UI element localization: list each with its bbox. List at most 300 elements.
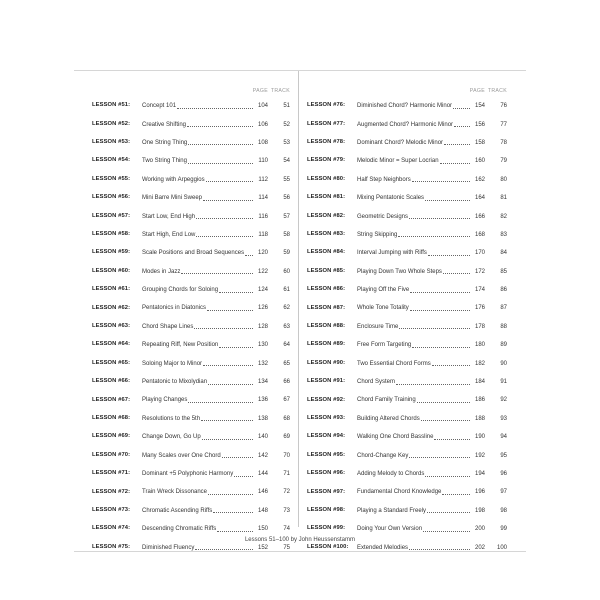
page-number: 162 — [474, 176, 485, 183]
leader-dots — [409, 549, 470, 550]
leader-dots — [440, 163, 470, 164]
lesson-title: Diminished Chord? Harmonic Minor — [357, 103, 453, 110]
lesson-number: LESSON #89: — [307, 341, 346, 348]
page-number: 186 — [474, 397, 485, 404]
page-number: 150 — [257, 526, 268, 533]
lesson-row — [307, 428, 507, 446]
page-number: 108 — [257, 139, 268, 146]
track-number: 52 — [283, 121, 290, 128]
page-number: 134 — [257, 379, 268, 386]
page-number: 200 — [474, 526, 485, 533]
page-number: 196 — [474, 489, 485, 496]
track-number: 65 — [283, 360, 290, 367]
leader-dots — [194, 328, 253, 329]
lesson-row — [92, 483, 290, 501]
page-number: 198 — [474, 507, 485, 514]
track-number: 72 — [283, 489, 290, 496]
page-number: 194 — [474, 471, 485, 477]
page-number: 144 — [257, 471, 268, 477]
lesson-number: LESSON #56: — [92, 194, 131, 201]
track-number: 97 — [500, 489, 507, 496]
lesson-number: LESSON #86: — [307, 286, 346, 293]
page-number: 180 — [474, 342, 485, 349]
track-number: 70 — [283, 452, 290, 459]
track-number: 81 — [500, 195, 507, 202]
leader-dots — [444, 144, 470, 145]
lesson-title: Whole Tone Totality — [357, 305, 409, 312]
lesson-title: Dominant Chord? Melodic Minor — [357, 139, 444, 146]
lesson-title: Repeating Riff, New Position — [142, 342, 219, 349]
lesson-row — [307, 391, 507, 409]
page-number: 158 — [474, 139, 485, 146]
track-number: 76 — [500, 103, 507, 110]
lesson-title: Concept 101 — [142, 103, 177, 110]
lesson-number: LESSON #93: — [307, 414, 346, 421]
page-number: 114 — [258, 195, 268, 202]
page-number: 178 — [474, 323, 485, 330]
left-column — [92, 86, 290, 557]
page-number: 132 — [257, 360, 268, 367]
track-number: 60 — [283, 268, 290, 275]
leader-dots — [425, 476, 470, 477]
lesson-row — [307, 354, 507, 372]
lesson-number: LESSON #71: — [92, 470, 131, 477]
leader-dots — [417, 402, 470, 403]
lesson-title: Resolutions to the 5th — [142, 415, 201, 422]
lesson-number: LESSON #81: — [307, 194, 346, 201]
leader-dots — [219, 347, 253, 348]
lesson-row — [307, 207, 507, 225]
lesson-number: LESSON #98: — [307, 506, 346, 513]
lesson-number: LESSON #78: — [307, 139, 346, 146]
page-number: 172 — [474, 268, 485, 275]
leader-dots — [196, 218, 253, 219]
leader-dots — [453, 108, 470, 109]
lesson-number: LESSON #99: — [307, 525, 346, 532]
page-number: 152 — [257, 544, 268, 551]
lesson-title: Playing a Standard Freely — [357, 507, 427, 514]
lesson-number: LESSON #51: — [92, 102, 131, 109]
track-number: 82 — [500, 213, 507, 220]
track-number: 79 — [500, 158, 507, 165]
lesson-number: LESSON #53: — [92, 139, 131, 146]
lesson-number: LESSON #57: — [92, 212, 131, 219]
leader-dots — [188, 402, 253, 403]
lesson-row — [92, 465, 290, 483]
lesson-row — [307, 171, 507, 189]
page-number: 166 — [474, 213, 485, 220]
lesson-title: Mini Barre Mini Sweep — [142, 195, 203, 202]
track-number: 58 — [283, 231, 290, 238]
lesson-number: LESSON #96: — [307, 470, 346, 477]
lesson-number: LESSON #79: — [307, 157, 346, 164]
track-number: 62 — [283, 305, 290, 312]
lesson-row — [92, 207, 290, 225]
lesson-title: Enclosure Time — [357, 323, 399, 330]
leader-dots — [396, 384, 470, 385]
lesson-number: LESSON #82: — [307, 212, 346, 219]
page-number: 168 — [474, 231, 485, 238]
leader-dots — [203, 200, 253, 201]
lesson-title: Playing Changes — [142, 397, 188, 404]
lesson-row — [92, 336, 290, 354]
leader-dots — [454, 126, 470, 127]
lesson-number: LESSON #70: — [92, 451, 131, 458]
column-divider — [298, 71, 299, 527]
lesson-row — [307, 502, 507, 520]
lesson-row — [307, 263, 507, 281]
lesson-row — [92, 520, 290, 538]
lesson-title: Pentatonics in Diatonics — [142, 305, 207, 312]
track-number: 96 — [500, 471, 507, 477]
page-number: 164 — [474, 195, 485, 202]
right-column — [307, 86, 507, 557]
track-number: 85 — [500, 268, 507, 275]
page-number: 136 — [257, 397, 268, 404]
lesson-number: LESSON #67: — [92, 396, 131, 403]
lesson-row — [92, 410, 290, 428]
lesson-row — [307, 115, 507, 133]
leader-dots — [425, 200, 470, 201]
page-number: 160 — [474, 158, 485, 165]
track-number: 55 — [283, 176, 290, 183]
lesson-title: Melodic Minor = Super Locrian — [357, 158, 439, 165]
leader-dots — [399, 328, 470, 329]
track-number: 63 — [283, 323, 290, 330]
lesson-number: LESSON #84: — [307, 249, 346, 256]
track-number: 98 — [500, 507, 507, 514]
lesson-number: LESSON #95: — [307, 451, 346, 458]
lesson-number: LESSON #65: — [92, 359, 131, 366]
page-number: 182 — [474, 360, 485, 367]
column-header — [307, 86, 507, 97]
leader-dots — [428, 255, 470, 256]
page-number: 170 — [474, 250, 485, 257]
track-number: 59 — [283, 250, 290, 257]
leader-dots — [203, 365, 253, 366]
lesson-title: String Skipping — [357, 231, 398, 238]
lesson-number: LESSON #63: — [92, 322, 131, 329]
lesson-number: LESSON #92: — [307, 396, 346, 403]
leader-dots — [245, 255, 253, 256]
lesson-row — [307, 226, 507, 244]
lesson-row — [92, 373, 290, 391]
lesson-title: Chord Family Training — [357, 397, 416, 404]
lesson-title: Pentatonic to Mixolydian — [142, 379, 208, 386]
page-number: 192 — [474, 452, 485, 459]
lesson-title: Two String Thing — [142, 158, 187, 165]
track-number: 100 — [496, 544, 507, 551]
lesson-row — [307, 410, 507, 428]
track-number: 78 — [500, 139, 507, 146]
track-number: 61 — [283, 287, 290, 294]
lesson-title: Playing Off the Five — [357, 287, 410, 294]
lesson-row — [92, 134, 290, 152]
lesson-title: Doing Your Own Version — [357, 526, 423, 533]
page-number: 188 — [474, 415, 485, 422]
lesson-title: Creative Shifting — [142, 121, 187, 128]
lesson-title: Diminished Fluency — [142, 544, 195, 551]
lesson-number: LESSON #69: — [92, 433, 131, 440]
lesson-row — [307, 336, 507, 354]
lesson-row — [307, 318, 507, 336]
lesson-number: LESSON #83: — [307, 231, 346, 238]
page-number: 140 — [257, 434, 268, 441]
leader-dots — [222, 457, 253, 458]
track-number: 83 — [500, 231, 507, 238]
lesson-row — [307, 281, 507, 299]
lesson-row — [92, 171, 290, 189]
lesson-row — [92, 299, 290, 317]
lesson-title: Working with Arpeggios — [142, 176, 205, 183]
lesson-title: Chord-Change Key — [357, 452, 409, 459]
lesson-number: LESSON #87: — [307, 304, 346, 311]
lesson-number: LESSON #94: — [307, 433, 346, 440]
track-number: 91 — [500, 379, 507, 386]
leader-dots — [195, 549, 253, 550]
leader-dots — [208, 384, 253, 385]
lesson-title: Fundamental Chord Knowledge — [357, 489, 442, 496]
page-number: 126 — [257, 305, 268, 312]
lesson-title: Train Wreck Dissonance — [142, 489, 208, 496]
lesson-title: Descending Chromatic Riffs — [142, 526, 217, 533]
page-number: 122 — [257, 268, 268, 275]
lesson-number: LESSON #59: — [92, 249, 131, 256]
lesson-number: LESSON #88: — [307, 322, 346, 329]
column-header — [92, 86, 290, 97]
track-number: 80 — [500, 176, 507, 183]
leader-dots — [234, 476, 253, 477]
lesson-row — [307, 134, 507, 152]
lesson-row — [92, 281, 290, 299]
lesson-number: LESSON #55: — [92, 175, 131, 182]
track-number: 53 — [283, 139, 290, 146]
lesson-number: LESSON #97: — [307, 488, 346, 495]
page-number: 190 — [474, 434, 485, 441]
leader-dots — [219, 292, 253, 293]
lesson-number: LESSON #74: — [92, 525, 131, 532]
page-number: 130 — [257, 342, 268, 349]
lesson-number: LESSON #76: — [307, 102, 346, 109]
lesson-row — [307, 465, 507, 483]
page-number: 148 — [257, 507, 268, 514]
page-number: 128 — [257, 323, 268, 330]
lesson-number: LESSON #77: — [307, 120, 346, 127]
track-number: 92 — [500, 397, 507, 404]
track-header: TRACK — [487, 88, 507, 94]
track-number: 95 — [500, 452, 507, 459]
lesson-number: LESSON #73: — [92, 506, 131, 513]
lesson-number: LESSON #52: — [92, 120, 131, 127]
lesson-row — [92, 97, 290, 115]
lesson-number: LESSON #75: — [92, 543, 131, 550]
lesson-title: Half Step Neighbors — [357, 176, 411, 183]
lesson-row — [92, 244, 290, 262]
track-number: 69 — [283, 434, 290, 441]
leader-dots — [196, 236, 253, 237]
lesson-row — [92, 318, 290, 336]
track-number: 68 — [283, 415, 290, 422]
lesson-list — [92, 97, 290, 557]
track-number: 84 — [500, 250, 507, 257]
lesson-title: Building Altered Chords — [357, 415, 420, 422]
leader-dots — [434, 439, 470, 440]
leader-dots — [206, 181, 253, 182]
leader-dots — [201, 420, 253, 421]
lesson-row — [92, 354, 290, 372]
leader-dots — [412, 347, 470, 348]
lesson-title: Dominant +5 Polyphonic Harmony — [142, 471, 234, 477]
leader-dots — [412, 181, 470, 182]
page-number: 116 — [258, 213, 268, 220]
lesson-row — [92, 502, 290, 520]
leader-dots — [432, 365, 470, 366]
page-number: 138 — [257, 415, 268, 422]
leader-dots — [398, 236, 470, 237]
lesson-number: LESSON #91: — [307, 378, 346, 385]
track-number: 90 — [500, 360, 507, 367]
lesson-row — [307, 97, 507, 115]
track-number: 73 — [283, 507, 290, 514]
leader-dots — [427, 512, 470, 513]
page-header: PAGE — [252, 88, 268, 94]
track-number: 77 — [500, 121, 507, 128]
leader-dots — [177, 108, 253, 109]
lesson-row — [92, 115, 290, 133]
lesson-title: Chord Shape Lines — [142, 323, 194, 330]
page-number: 154 — [474, 103, 485, 110]
track-number: 54 — [283, 158, 290, 165]
lesson-number: LESSON #85: — [307, 267, 346, 274]
lesson-row — [92, 226, 290, 244]
track-number: 51 — [283, 103, 290, 110]
lesson-title: Scale Positions and Broad Sequences — [142, 250, 245, 257]
leader-dots — [421, 420, 470, 421]
track-number: 88 — [500, 323, 507, 330]
lesson-row — [307, 520, 507, 538]
leader-dots — [443, 273, 470, 274]
lesson-row — [92, 428, 290, 446]
lesson-number: LESSON #90: — [307, 359, 346, 366]
lesson-number: LESSON #68: — [92, 414, 131, 421]
lesson-row — [307, 299, 507, 317]
page-number: 104 — [257, 103, 268, 110]
lesson-title: Adding Melody to Chords — [357, 471, 425, 477]
leader-dots — [409, 457, 470, 458]
leader-dots — [409, 218, 470, 219]
lesson-title: Free Form Targeting — [357, 342, 412, 349]
page-number: 106 — [257, 121, 268, 128]
leader-dots — [181, 273, 253, 274]
lesson-row — [307, 446, 507, 464]
lesson-number: LESSON #62: — [92, 304, 131, 311]
track-number: 57 — [283, 213, 290, 220]
footer-caption: Lessons 51–100 by John Heussenstamm — [244, 537, 356, 543]
track-number: 74 — [283, 526, 290, 533]
lesson-title: Interval Jumping with Riffs — [357, 250, 427, 257]
lesson-title: Augmented Chord? Harmonic Minor — [357, 121, 454, 128]
page-number: 146 — [257, 489, 268, 496]
track-number: 86 — [500, 287, 507, 294]
track-number: 64 — [283, 342, 290, 349]
page-number: 124 — [257, 287, 268, 294]
lesson-row — [92, 391, 290, 409]
page-number: 112 — [258, 176, 268, 183]
page-number: 142 — [257, 452, 268, 459]
lesson-row — [307, 483, 507, 501]
lesson-number: LESSON #54: — [92, 157, 131, 164]
lesson-title: Geometric Designs — [357, 213, 409, 220]
lesson-title: Extended Melodies — [357, 544, 409, 551]
track-number: 71 — [283, 471, 290, 477]
lesson-title: Chord System — [357, 379, 396, 386]
page-header: PAGE — [469, 88, 485, 94]
lesson-title: Change Down, Go Up — [142, 434, 201, 441]
leader-dots — [207, 310, 253, 311]
lesson-number: LESSON #58: — [92, 231, 131, 238]
leader-dots — [187, 126, 253, 127]
lesson-title: Chromatic Ascending Riffs — [142, 507, 213, 514]
track-number: 89 — [500, 342, 507, 349]
leader-dots — [188, 163, 253, 164]
lesson-row — [307, 189, 507, 207]
lesson-number: LESSON #64: — [92, 341, 131, 348]
page-number: 176 — [474, 305, 485, 312]
lesson-title: Playing Down Two Whole Steps — [357, 268, 442, 275]
lesson-title: One String Thing — [142, 139, 188, 146]
leader-dots — [423, 531, 470, 532]
lesson-title: Mixing Pentatonic Scales — [357, 195, 425, 202]
track-number: 75 — [283, 544, 290, 551]
lesson-title: Start High, End Low — [142, 231, 196, 238]
lesson-list — [307, 97, 507, 557]
lesson-number: LESSON #60: — [92, 267, 131, 274]
leader-dots — [217, 531, 253, 532]
page-number: 174 — [474, 287, 485, 294]
leader-dots — [410, 292, 470, 293]
track-number: 99 — [500, 526, 507, 533]
leader-dots — [442, 494, 470, 495]
leader-dots — [213, 512, 253, 513]
lesson-number: LESSON #100: — [307, 543, 349, 550]
lesson-number: LESSON #66: — [92, 378, 131, 385]
track-number: 87 — [500, 305, 507, 312]
track-number: 67 — [283, 397, 290, 404]
leader-dots — [202, 439, 253, 440]
leader-dots — [188, 144, 253, 145]
track-number: 56 — [283, 195, 290, 202]
lesson-row — [92, 152, 290, 170]
lesson-number: LESSON #72: — [92, 488, 131, 495]
lesson-row — [92, 263, 290, 281]
leader-dots — [410, 310, 470, 311]
lesson-title: Walking One Chord Bassline — [357, 434, 434, 441]
lesson-row — [307, 152, 507, 170]
contents-page — [74, 70, 526, 552]
lesson-title: Start Low, End High — [142, 213, 196, 220]
page-number: 184 — [474, 379, 485, 386]
track-number: 66 — [283, 379, 290, 386]
lesson-number: LESSON #61: — [92, 286, 131, 293]
lesson-title: Modes in Jazz — [142, 268, 181, 275]
page-number: 202 — [474, 544, 485, 551]
lesson-title: Soloing Major to Minor — [142, 360, 203, 367]
lesson-row — [92, 189, 290, 207]
lesson-number: LESSON #80: — [307, 175, 346, 182]
lesson-title: Many Scales over One Chord — [142, 452, 221, 459]
page-number: 120 — [257, 250, 268, 257]
lesson-row — [307, 244, 507, 262]
